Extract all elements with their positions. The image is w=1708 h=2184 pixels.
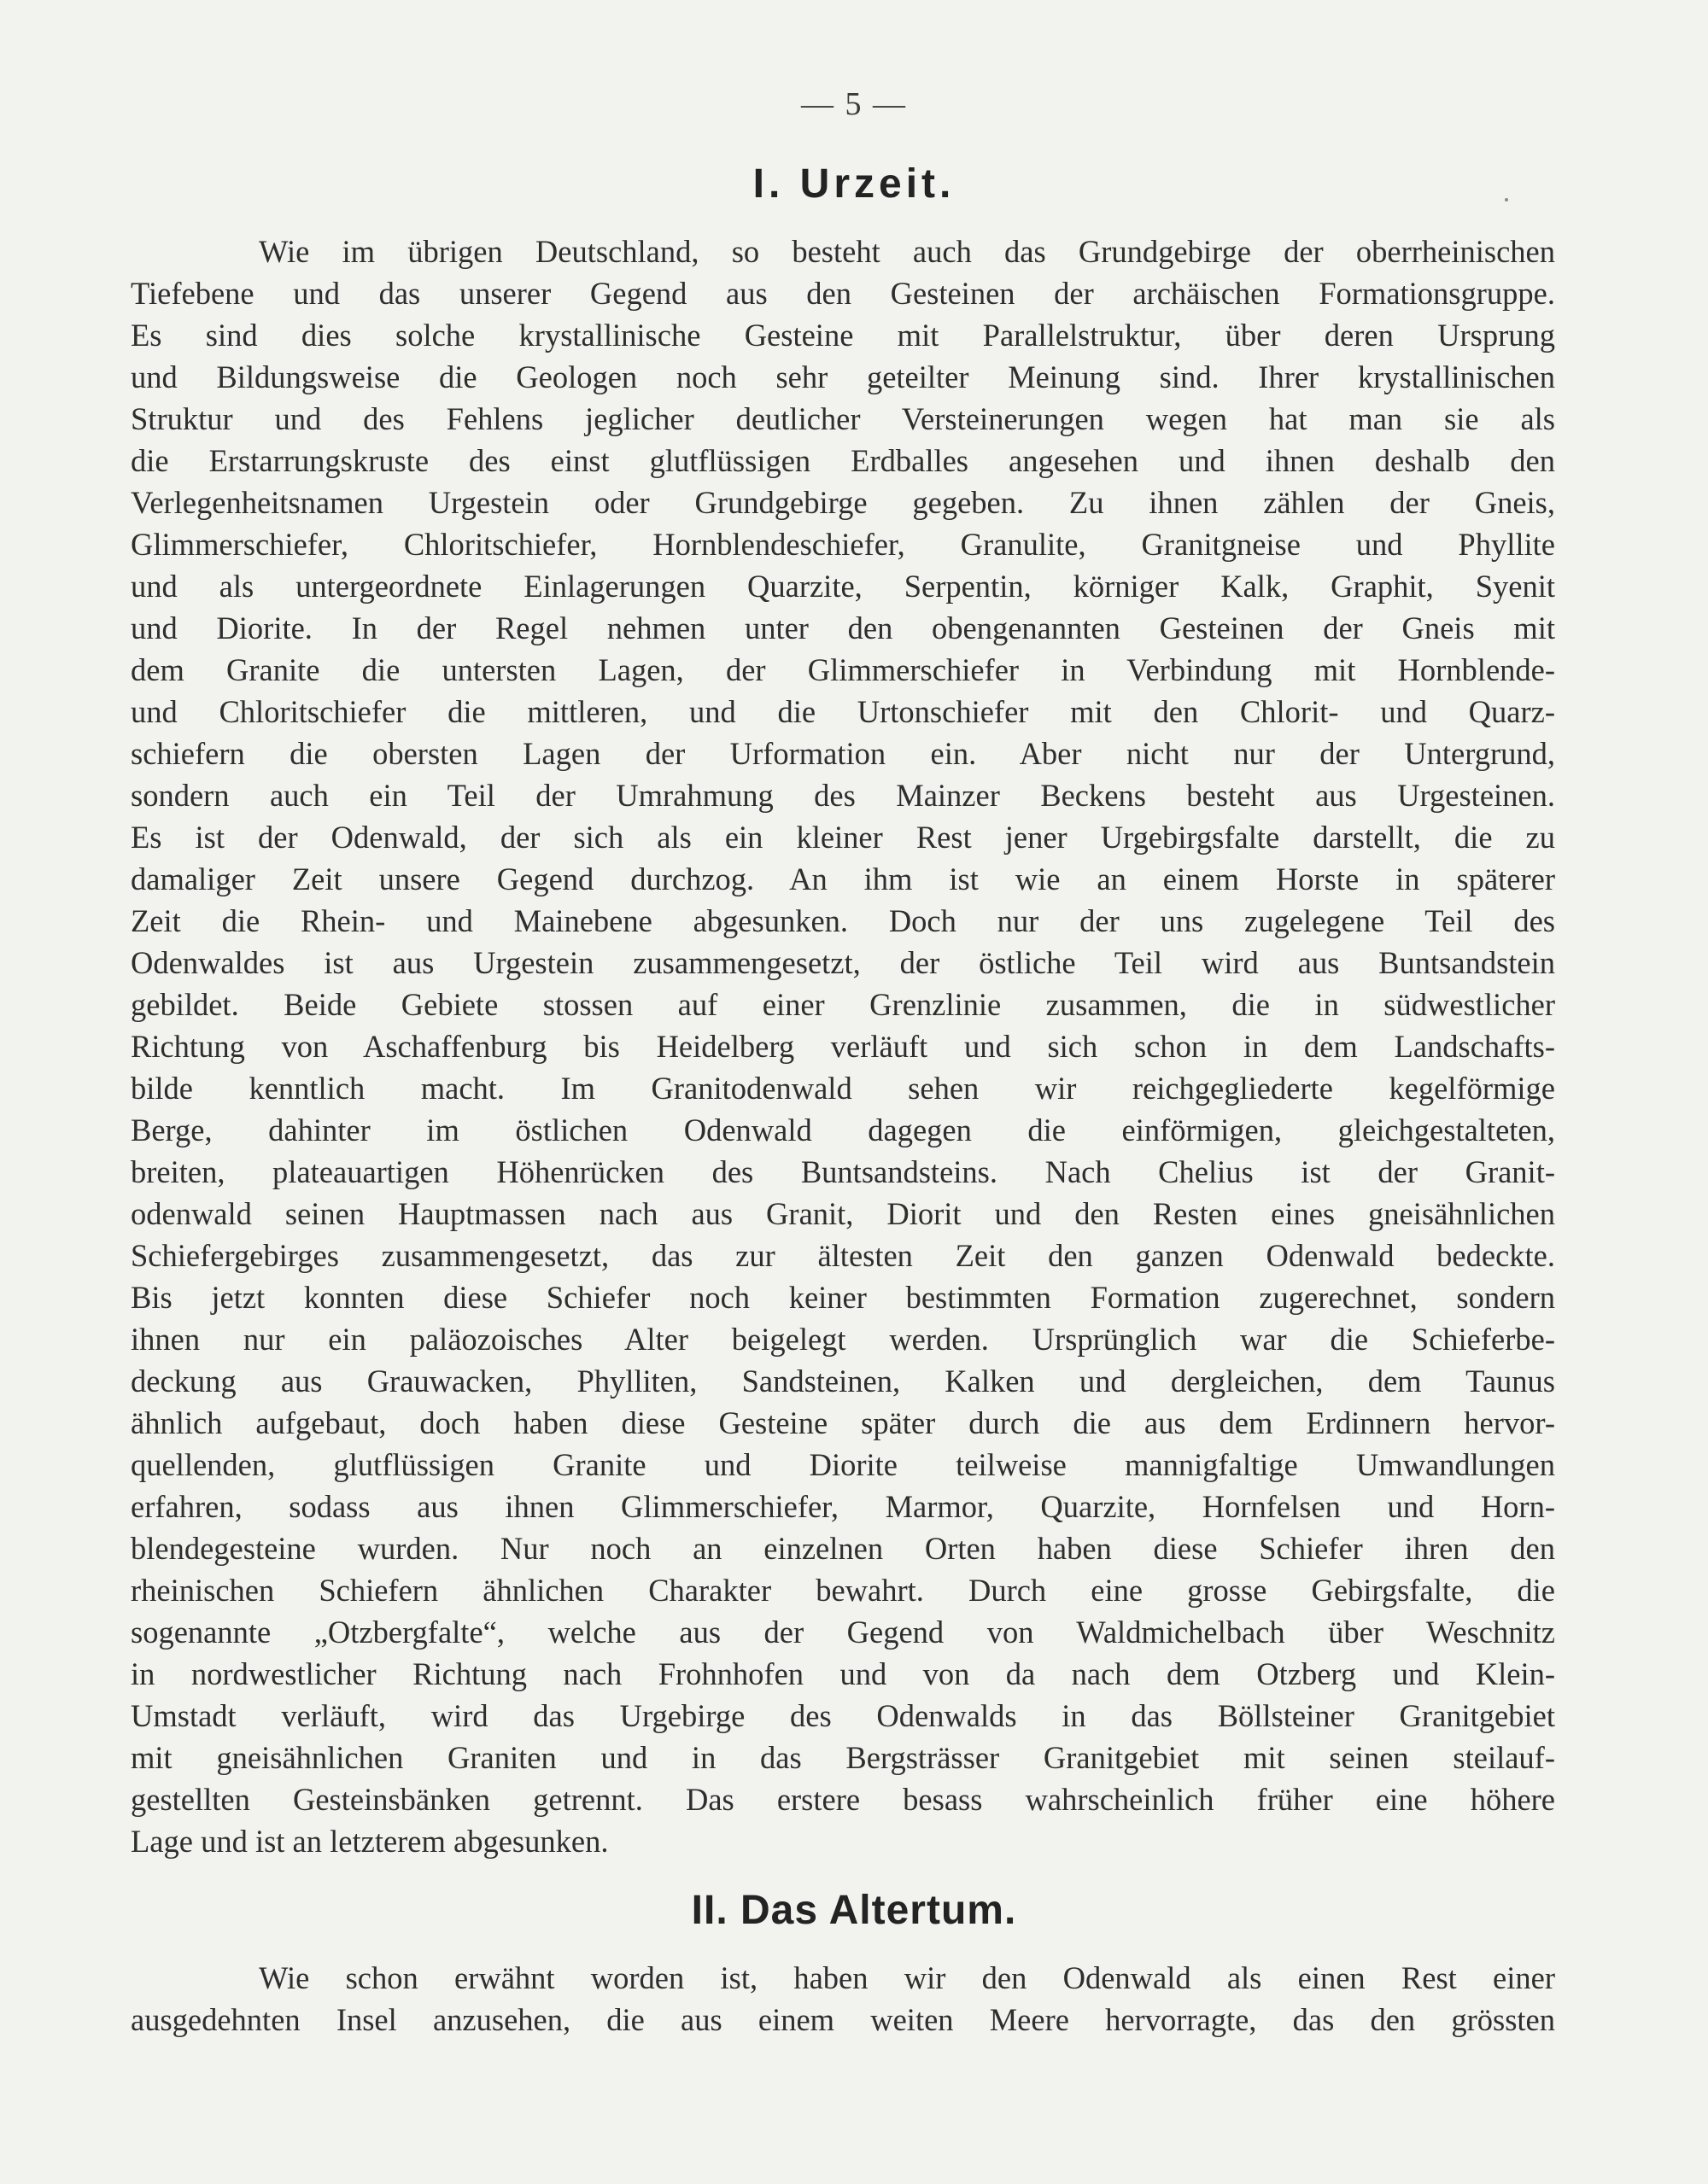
text-line: gebildet. Beide Gebiete stossen auf einer Grenzlinie zusammen, die in südwestlicher [131,987,1555,1022]
text-line: Richtung von Aschaffenburg bis Heidelberg verläuft und sich schon in dem Landschafts- [131,1029,1555,1064]
text-line: und Chloritschiefer die mittleren, und die Urtonschiefer mit den Chlorit- und Quarz- [131,694,1555,729]
section-heading-altertum: II. Das Altertum. [691,1888,1017,1933]
text-line: Zeit die Rhein- und Mainebene abgesunken. Doch nur der uns zugelegene Teil des [131,903,1555,938]
text-line: in nordwestlicher Richtung nach Frohnhofen und von da nach dem Otzberg und Klein- [131,1656,1555,1691]
text-line: erfahren, sodass aus ihnen Glimmerschiefer, Marmor, Quarzite, Hornfelsen und Horn- [131,1489,1555,1524]
text-line: blendegesteine wurden. Nur noch an einzelnen Orten haben diese Schiefer ihren den [131,1531,1555,1566]
text-line: ausgedehnten Insel anzusehen, die aus einem weiten Meere hervorragte, das den grössten [131,2002,1555,2037]
text-line: sogenannte „Otzbergfalte“, welche aus der Gegend von Waldmichelbach über Weschnitz [131,1615,1555,1650]
text-line: breiten, plateauartigen Höhenrücken des Buntsandsteins. Nach Chelius ist der Granit- [131,1154,1555,1189]
text-line: quellenden, glutflüssigen Granite und Diorite teilweise mannigfaltige Umwandlungen [131,1447,1555,1482]
text-line: Odenwaldes ist aus Urgestein zusammengesetzt, der östliche Teil wird aus Buntsandstein [131,945,1555,980]
paper-speck [1505,198,1508,201]
text-line: deckung aus Grauwacken, Phylliten, Sandsteinen, Kalken und dergleichen, dem Taunus [131,1364,1555,1399]
text-line: und Bildungsweise die Geologen noch sehr geteilter Meinung sind. Ihrer krystallinischen [131,359,1555,394]
text-line: Verlegenheitsnamen Urgestein oder Grundgebirge gegeben. Zu ihnen zählen der Gneis, [131,485,1555,520]
text-line: Berge, dahinter im östlichen Odenwald dagegen die einförmigen, gleichgestalteten, [131,1112,1555,1147]
section-body-altertum [131,1957,1555,2041]
text-line: Glimmerschiefer, Chloritschiefer, Hornblendeschiefer, Granulite, Granitgneise und Phyllite [131,527,1555,562]
text-line: und als untergeordnete Einlagerungen Quarzite, Serpentin, körniger Kalk, Graphit, Syenit [131,569,1555,604]
text-line: schiefern die obersten Lagen der Urformation ein. Aber nicht nur der Untergrund, [131,736,1555,771]
text-line: Struktur und des Fehlens jeglicher deutlicher Versteinerungen wegen hat man sie als [131,401,1555,436]
text-line: gestellten Gesteinsbänken getrennt. Das erstere besass wahrscheinlich früher eine höhere [131,1782,1555,1817]
text-line: ähnlich aufgebaut, doch haben diese Gesteine später durch die aus dem Erdinnern hervor- [131,1405,1555,1440]
text-line: Bis jetzt konnten diese Schiefer noch keiner bestimmten Formation zugerechnet, sondern [131,1280,1555,1315]
text-line: ihnen nur ein paläozoisches Alter beigelegt werden. Ursprünglich war die Schieferbe- [131,1322,1555,1357]
section-heading-urzeit: I. Urzeit. [752,161,956,207]
text-line: und Diorite. In der Regel nehmen unter den obengenannten Gesteinen der Gneis mit [131,610,1555,645]
text-line: Es sind dies solche krystallinische Gesteine mit Parallelstruktur, über deren Ursprung [131,318,1555,353]
text-line: dem Granite die untersten Lagen, der Glimmerschiefer in Verbindung mit Hornblende- [131,652,1555,687]
text-line: bilde kenntlich macht. Im Granitodenwald sehen wir reichgegliederte kegelförmige [131,1071,1555,1106]
page-number: — 5 — [801,86,907,122]
text-line: die Erstarrungskruste des einst glutflüssigen Erdballes angesehen und ihnen deshalb den [131,443,1555,478]
text-line: Wie im übrigen Deutschland, so besteht auch das Grundgebirge der oberrheinischen [259,234,1555,269]
text-line: Lage und ist an letzterem abgesunken. [131,1824,609,1859]
text-line: Wie schon erwähnt worden ist, haben wir den Odenwald als einen Rest einer [259,1960,1555,1995]
text-line: odenwald seinen Hauptmassen nach aus Granit, Diorit und den Resten eines gneisähnlichen [131,1196,1555,1231]
text-line: sondern auch ein Teil der Umrahmung des Mainzer Beckens besteht aus Urgesteinen. [131,778,1555,813]
text-line: Es ist der Odenwald, der sich als ein kleiner Rest jener Urgebirgsfalte darstellt, die zu [131,820,1555,855]
text-line: damaliger Zeit unsere Gegend durchzog. An ihm ist wie an einem Horste in späterer [131,861,1555,896]
section-body-urzeit [131,231,1555,1862]
text-line: Tiefebene und das unserer Gegend aus den Gesteinen der archäischen Formationsgruppe. [131,276,1555,311]
text-line: rheinischen Schiefern ähnlichen Charakter bewahrt. Durch eine grosse Gebirgsfalte, die [131,1573,1555,1608]
text-line: Umstadt verläuft, wird das Urgebirge des Odenwalds in das Böllsteiner Granitgebiet [131,1698,1555,1733]
text-line: Schiefergebirges zusammengesetzt, das zur ältesten Zeit den ganzen Odenwald bedeckte. [131,1238,1555,1273]
text-line: mit gneisähnlichen Graniten und in das Bergsträsser Granitgebiet mit seinen steilauf- [131,1740,1555,1775]
